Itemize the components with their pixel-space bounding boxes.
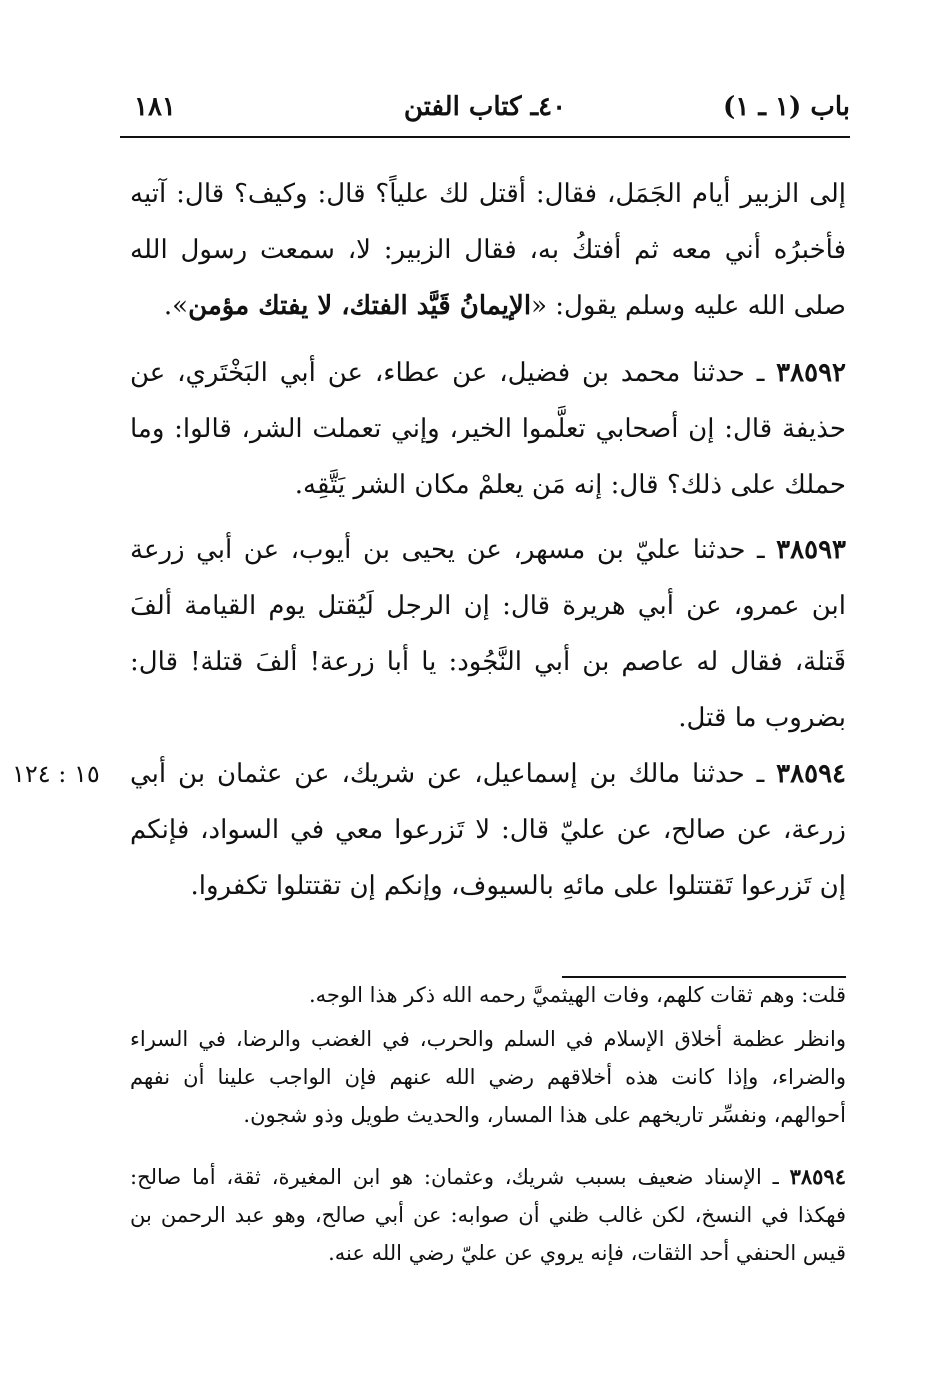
margin-reference: ١٥ : ١٢٤ [12,760,100,788]
hadith-number: ٣٨٥٩٢ [776,358,846,388]
hadith-text: ـ حدثنا عليّ بن مسهر، عن يحيى بن أيوب، عن أبي زرعة ابن عمرو، عن أبي هريرة قال: إن الرجل لَيُقتل يوم القيامة ألفَ قَتلة، فقال له عاصم بن أبي النَّجُود: يا أبا زرعة! ألفَ قتلة! قال: بضروب ما قتل. [130,535,846,733]
hadith-number: ٣٨٥٩٣ [776,535,846,565]
page-number: ١٨١ [134,92,176,122]
hadith-38592 [130,345,846,513]
footnote-note: قلت: وهم ثقات كلهم، وفات الهيثميَّ رحمه الله ذكر هذا الوجه. [308,983,846,1007]
hadith-continuation-paragraph [130,166,846,334]
hadith-text: ـ حدثنا مالك بن إسماعيل، عن شريك، عن عثمان بن أبي زرعة، عن صالح، عن عليّ قال: لا تَزرعوا معي في السواد، فإنكم إن تَزرعوا تَقتتلوا على مائهِ بالسيوف، وإنكم إن تقتتلوا تكفروا. [130,759,846,901]
hadith-38594 [130,746,846,914]
bold-quote: الإيمانُ قَيَّد الفتك، لا يفتك مؤمن [188,291,532,321]
hadith-38593 [130,522,846,746]
header-section: باب (١ ـ ١) [723,92,850,122]
footnote-number: ٣٨٥٩٤ [789,1164,846,1189]
paragraph-text: إلى الزبير أيام الجَمَل، فقال: أقتل لك علياً؟ قال: وكيف؟ قال: آتيه فأخبرُه أني معه ثم أفتكُ به، فقال الزبير: لا، سمعت رسول الله صلى الله عليه وسلم يقول: « [130,179,846,321]
footnote-commentary: وانظر عظمة أخلاق الإسلام في السلم والحرب، في الغضب والرضا، في السراء والضراء، وإذا كانت هذه أخلاقهم رضي الله عنهم فإن الواجب علينا أن نفهم أحوالهم، ونفسِّر تاريخهم على هذا المسار، والحديث طويل وذو شجون. [130,1027,846,1127]
footnote-38594 [130,1158,846,1272]
header-rule [120,136,850,138]
footnote-text: ـ الإسناد ضعيف بسبب شريك، وعثمان: هو ابن المغيرة، ثقة، أما صالح: فهكذا في النسخ، لكن غالب ظني أن صوابه: عن أبي صالح، وهو عبد الرحمن بن قيس الحنفي أحد الثقات، فإنه يروي عن عليّ رضي الله عنه. [130,1165,846,1265]
paragraph-text-end: ». [163,291,189,321]
running-header [120,88,850,132]
header-title: ٤٠ـ كتاب الفتن [403,92,567,122]
hadith-text: ـ حدثنا محمد بن فضيل، عن عطاء، عن أبي البَخْتَري، عن حذيفة قال: إن أصحابي تعلَّموا الخير، وإني تعملت الشر، قالوا: وما حملك على ذلك؟ قال: إنه مَن يعلمْ مكان الشر يَتَّقِه. [130,358,846,500]
hadith-number: ٣٨٥٩٤ [776,759,846,789]
